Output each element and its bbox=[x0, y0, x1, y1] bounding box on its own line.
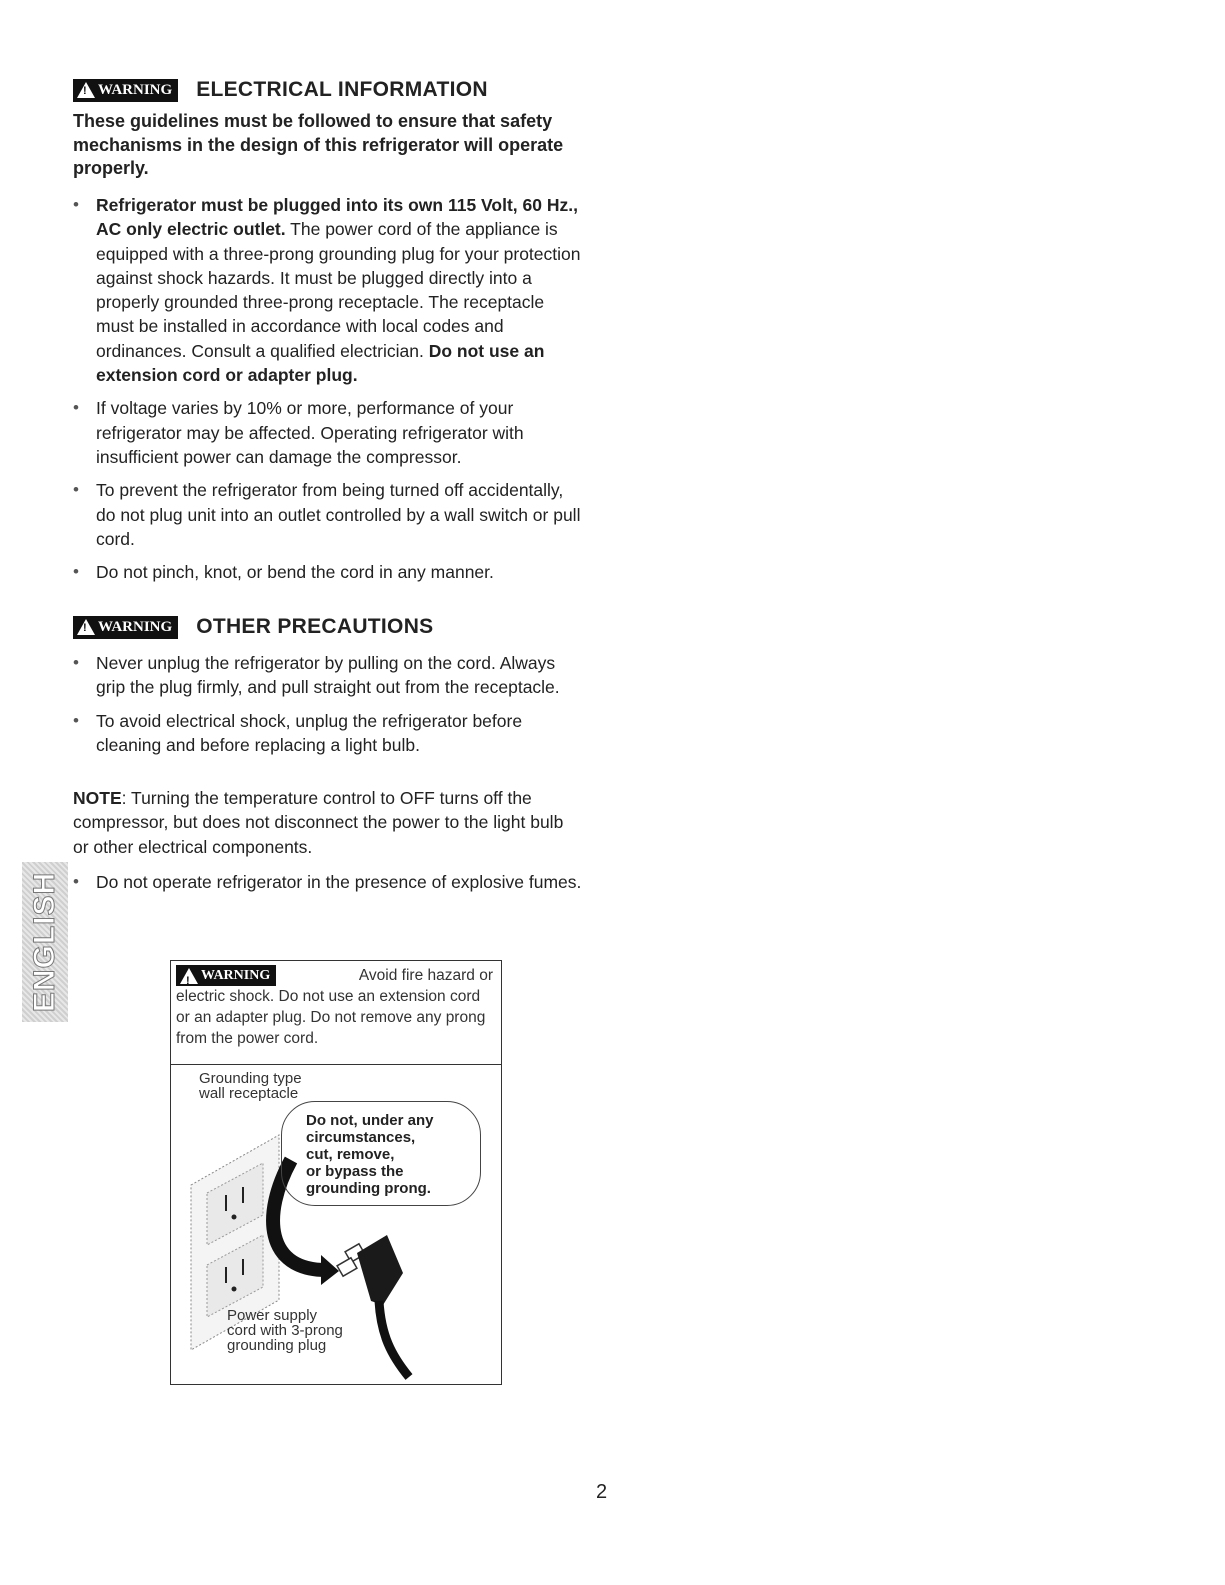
list-item: • If voltage varies by 10% or more, performance of your refrigerator may be affected. Operating refrigerator with insufficient power can damage the compressor. bbox=[73, 396, 583, 469]
receptacle-label-line1: Grounding type bbox=[199, 1070, 302, 1087]
callout-line: circumstances, bbox=[306, 1129, 416, 1146]
warning-box-first-line: Avoid fire hazard or bbox=[358, 967, 493, 984]
page-number: 2 bbox=[596, 1481, 608, 1503]
list-item: • Do not operate refrigerator in the presence of explosive fumes. bbox=[73, 870, 583, 894]
plug-label-line1: Power supply bbox=[227, 1307, 318, 1324]
list-item: • Never unplug the refrigerator by pulling on the cord. Always grip the plug firmly, and pull straight out from the receptacle. bbox=[73, 651, 583, 700]
electrical-bullets bbox=[73, 193, 583, 593]
electrical-intro: These guidelines must be followed to ensure that safety mechanisms in the design of this refrigerator will operate properly. bbox=[73, 111, 564, 178]
bullet-bold-tail: Do not use an extension cord or adapter plug. bbox=[96, 340, 545, 386]
warning-triangle-icon: ! bbox=[180, 968, 198, 984]
other-precautions-header bbox=[73, 615, 433, 639]
warning-badge bbox=[73, 616, 178, 639]
plug-label-line3: grounding plug bbox=[227, 1337, 327, 1354]
list-item: • Do not pinch, knot, or bend the cord in any manner. bbox=[73, 560, 583, 584]
precautions-bullets bbox=[73, 651, 583, 766]
arrow-head bbox=[321, 1255, 339, 1285]
callout-line: grounding prong. bbox=[306, 1180, 431, 1197]
warning-badge-label: WARNING bbox=[98, 81, 173, 98]
warning-badge bbox=[176, 965, 276, 986]
power-cord bbox=[379, 1301, 409, 1377]
precautions-bullets-after-note bbox=[73, 870, 583, 903]
callout-line: Do not, under any bbox=[306, 1112, 434, 1129]
list-item bbox=[73, 193, 583, 387]
list-item: • To avoid electrical shock, unplug the refrigerator before cleaning and before replacing a light bulb. bbox=[73, 709, 583, 758]
plug-body bbox=[357, 1235, 403, 1305]
other-precautions-title: OTHER PRECAUTIONS bbox=[196, 615, 434, 638]
bullet-text: The power cord of the appliance is equipped with a three-prong grounding plug for your protection against shock hazards. It must be plugged directly into a properly grounded three-prong receptacle. The receptacle must be installed in accordance with local codes and ordinances. Consult a qualified electrician. bbox=[96, 219, 581, 361]
warning-triangle-icon: ! bbox=[77, 619, 95, 635]
grounding-illustration bbox=[171, 1065, 501, 1385]
electrical-info-header bbox=[73, 78, 488, 102]
bullet-bold-lead: Refrigerator must be plugged into its own 115 Volt, 60 Hz., AC only electric outlet. bbox=[96, 195, 578, 240]
note-paragraph bbox=[73, 786, 583, 859]
warning-triangle-icon: ! bbox=[77, 82, 95, 98]
warning-box bbox=[170, 960, 502, 1385]
language-side-tab bbox=[22, 862, 68, 1022]
warning-badge bbox=[73, 79, 178, 102]
warning-badge-label: WARNING bbox=[201, 968, 271, 983]
plug-label-line2: cord with 3-prong bbox=[227, 1322, 343, 1339]
list-item: • To prevent the refrigerator from being turned off accidentally, do not plug unit into an outlet controlled by a wall switch or pull cord. bbox=[73, 478, 583, 551]
callout-line: or bypass the bbox=[306, 1163, 404, 1180]
receptacle-label-line2: wall receptacle bbox=[199, 1085, 299, 1102]
warning-box-body: electric shock. Do not use an extension cord or an adapter plug. Do not remove any prong from the power cord. bbox=[176, 988, 486, 1047]
grounding-callout bbox=[281, 1101, 481, 1206]
note-text: : Turning the temperature control to OFF turns off the compressor, but does not disconnect the power to the light bulb or other electrical components. bbox=[73, 788, 564, 857]
warning-box-text bbox=[171, 961, 501, 1065]
electrical-info-title: ELECTRICAL INFORMATION bbox=[196, 78, 488, 101]
side-tab-label: ENGLISH bbox=[28, 871, 61, 1013]
warning-badge-label: WARNING bbox=[98, 618, 173, 635]
note-label: NOTE bbox=[73, 788, 122, 808]
callout-line: cut, remove, bbox=[306, 1146, 395, 1163]
